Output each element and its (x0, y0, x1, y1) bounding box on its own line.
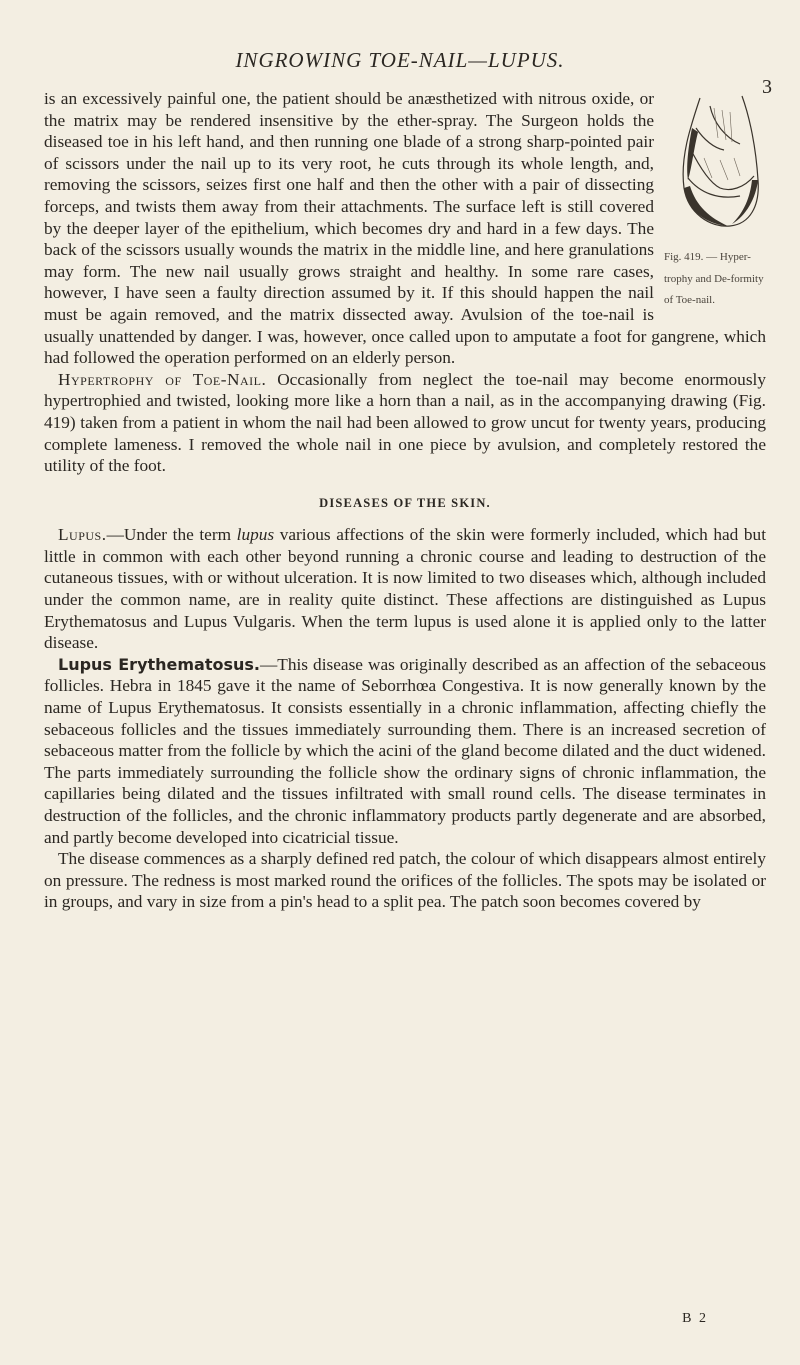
figure-caption: Fig. 419. — Hyper-trophy and De-formity of Toe-nail. (664, 251, 764, 307)
lupus-heading: Lupus. (58, 525, 107, 545)
body-text (44, 88, 766, 913)
paragraph-hypertrophy (44, 369, 766, 477)
figure-419 (664, 88, 772, 309)
lupus-erythematosus-heading: Lupus Erythematosus. (58, 654, 261, 674)
section-heading: DISEASES OF THE SKIN. (319, 495, 491, 510)
lupus-text-a: —Under the term (106, 525, 237, 545)
hypertrophy-heading: Hypertrophy of Toe-Nail. (58, 369, 267, 389)
paragraph-avulsion-text: is an excessively painful one, the patient should be anæsthetized with nitrous oxide, or the matrix may be rendered insensitive by the ether-spray. The Surgeon holds the diseased toe in his left hand, and then running one blade of a strong sharp-pointed pair of scissors under the nail up to its very root, he cuts through its whole length, and, removing the scissors, seizes first one half and then the other with a pair of dissecting forceps, and twists them away from their attachments. The surface left is still covered by the deeper layer of the epithelium, which becomes dry and hard in a few days. The back of the scissors usually wounds the matrix in the middle line, and here granulations may form. The new nail usually grows straight and healthy. In some rare cases, however, I have seen a faulty direction assumed by it. If this should happen the nail must be again removed, and the matrix dissected away. Avulsion of the toe-nail is usually unattended by danger. I was, however, once called upon to amputate a foot for gangrene, which had followed the operation performed on an elderly person. (44, 89, 766, 368)
paragraph-lupus (44, 524, 766, 654)
running-head: INGROWING TOE-NAIL—LUPUS. (235, 48, 565, 72)
paragraph-disease-commences: The disease commences as a sharply defined red patch, the colour of which disappears almost entirely on pressure. The redness is most marked round the orifices of the follicles. The spots may be isolated or in groups, and vary in size from a pin's head to a split pea. The patch soon becomes covered by (44, 849, 766, 912)
toe-nail-illustration (670, 88, 766, 238)
page-number: 3 (762, 76, 772, 98)
lupus-italic: lupus (236, 525, 275, 545)
signature-mark: B 2 (682, 1311, 708, 1326)
paragraph-lupus-erythematosus (44, 654, 766, 848)
hypertrophy-text: Occasionally from neglect the toe-nail may become enormously hypertrophied and twisted, looking more like a horn than a nail, as in the accompanying drawing (Fig. 419) taken from a patient in whom the nail had been allowed to grow uncut for twenty years, producing complete lameness. I removed the whole nail in one piece by avulsion, and completely restored the utility of the foot. (44, 369, 766, 476)
lupus-erythematosus-text: —This disease was originally described as an affection of the sebaceous follicles. Hebra in 1845 gave it the name of Seborrhœa Congestiva. It is now generally known by the name of Lupus Erythematosus. It consists essentially in a chronic inflammation, affecting chiefly the sebaceous follicles and the tissues immediately surrounding them. There is an increased secretion of sebaceous matter from the follicle by which the acini of the gland become dilated and the duct widened. The parts immediately surrounding the follicle show the ordinary signs of chronic inflammation, the capillaries being dilated and the tissues infiltrated with small round cells. The disease terminates in destruction of the follicles, and the chronic inflammatory products partly degenerate and are absorbed, and partly become developed into cicatricial tissue. (44, 654, 766, 847)
paragraph-avulsion (44, 88, 766, 369)
lupus-text-b: various affections of the skin were formerly included, which had but little in common with each other beyond running a chronic course and leading to destruction of the cutaneous tissues, with or without ulceration. It is now limited to two diseases which, although included under the common name, are in reality quite distinct. These affections are distinguished as Lupus Erythematosus and Lupus Vulgaris. When the term lupus is used alone it is applied only to the latter disease. (44, 525, 766, 653)
